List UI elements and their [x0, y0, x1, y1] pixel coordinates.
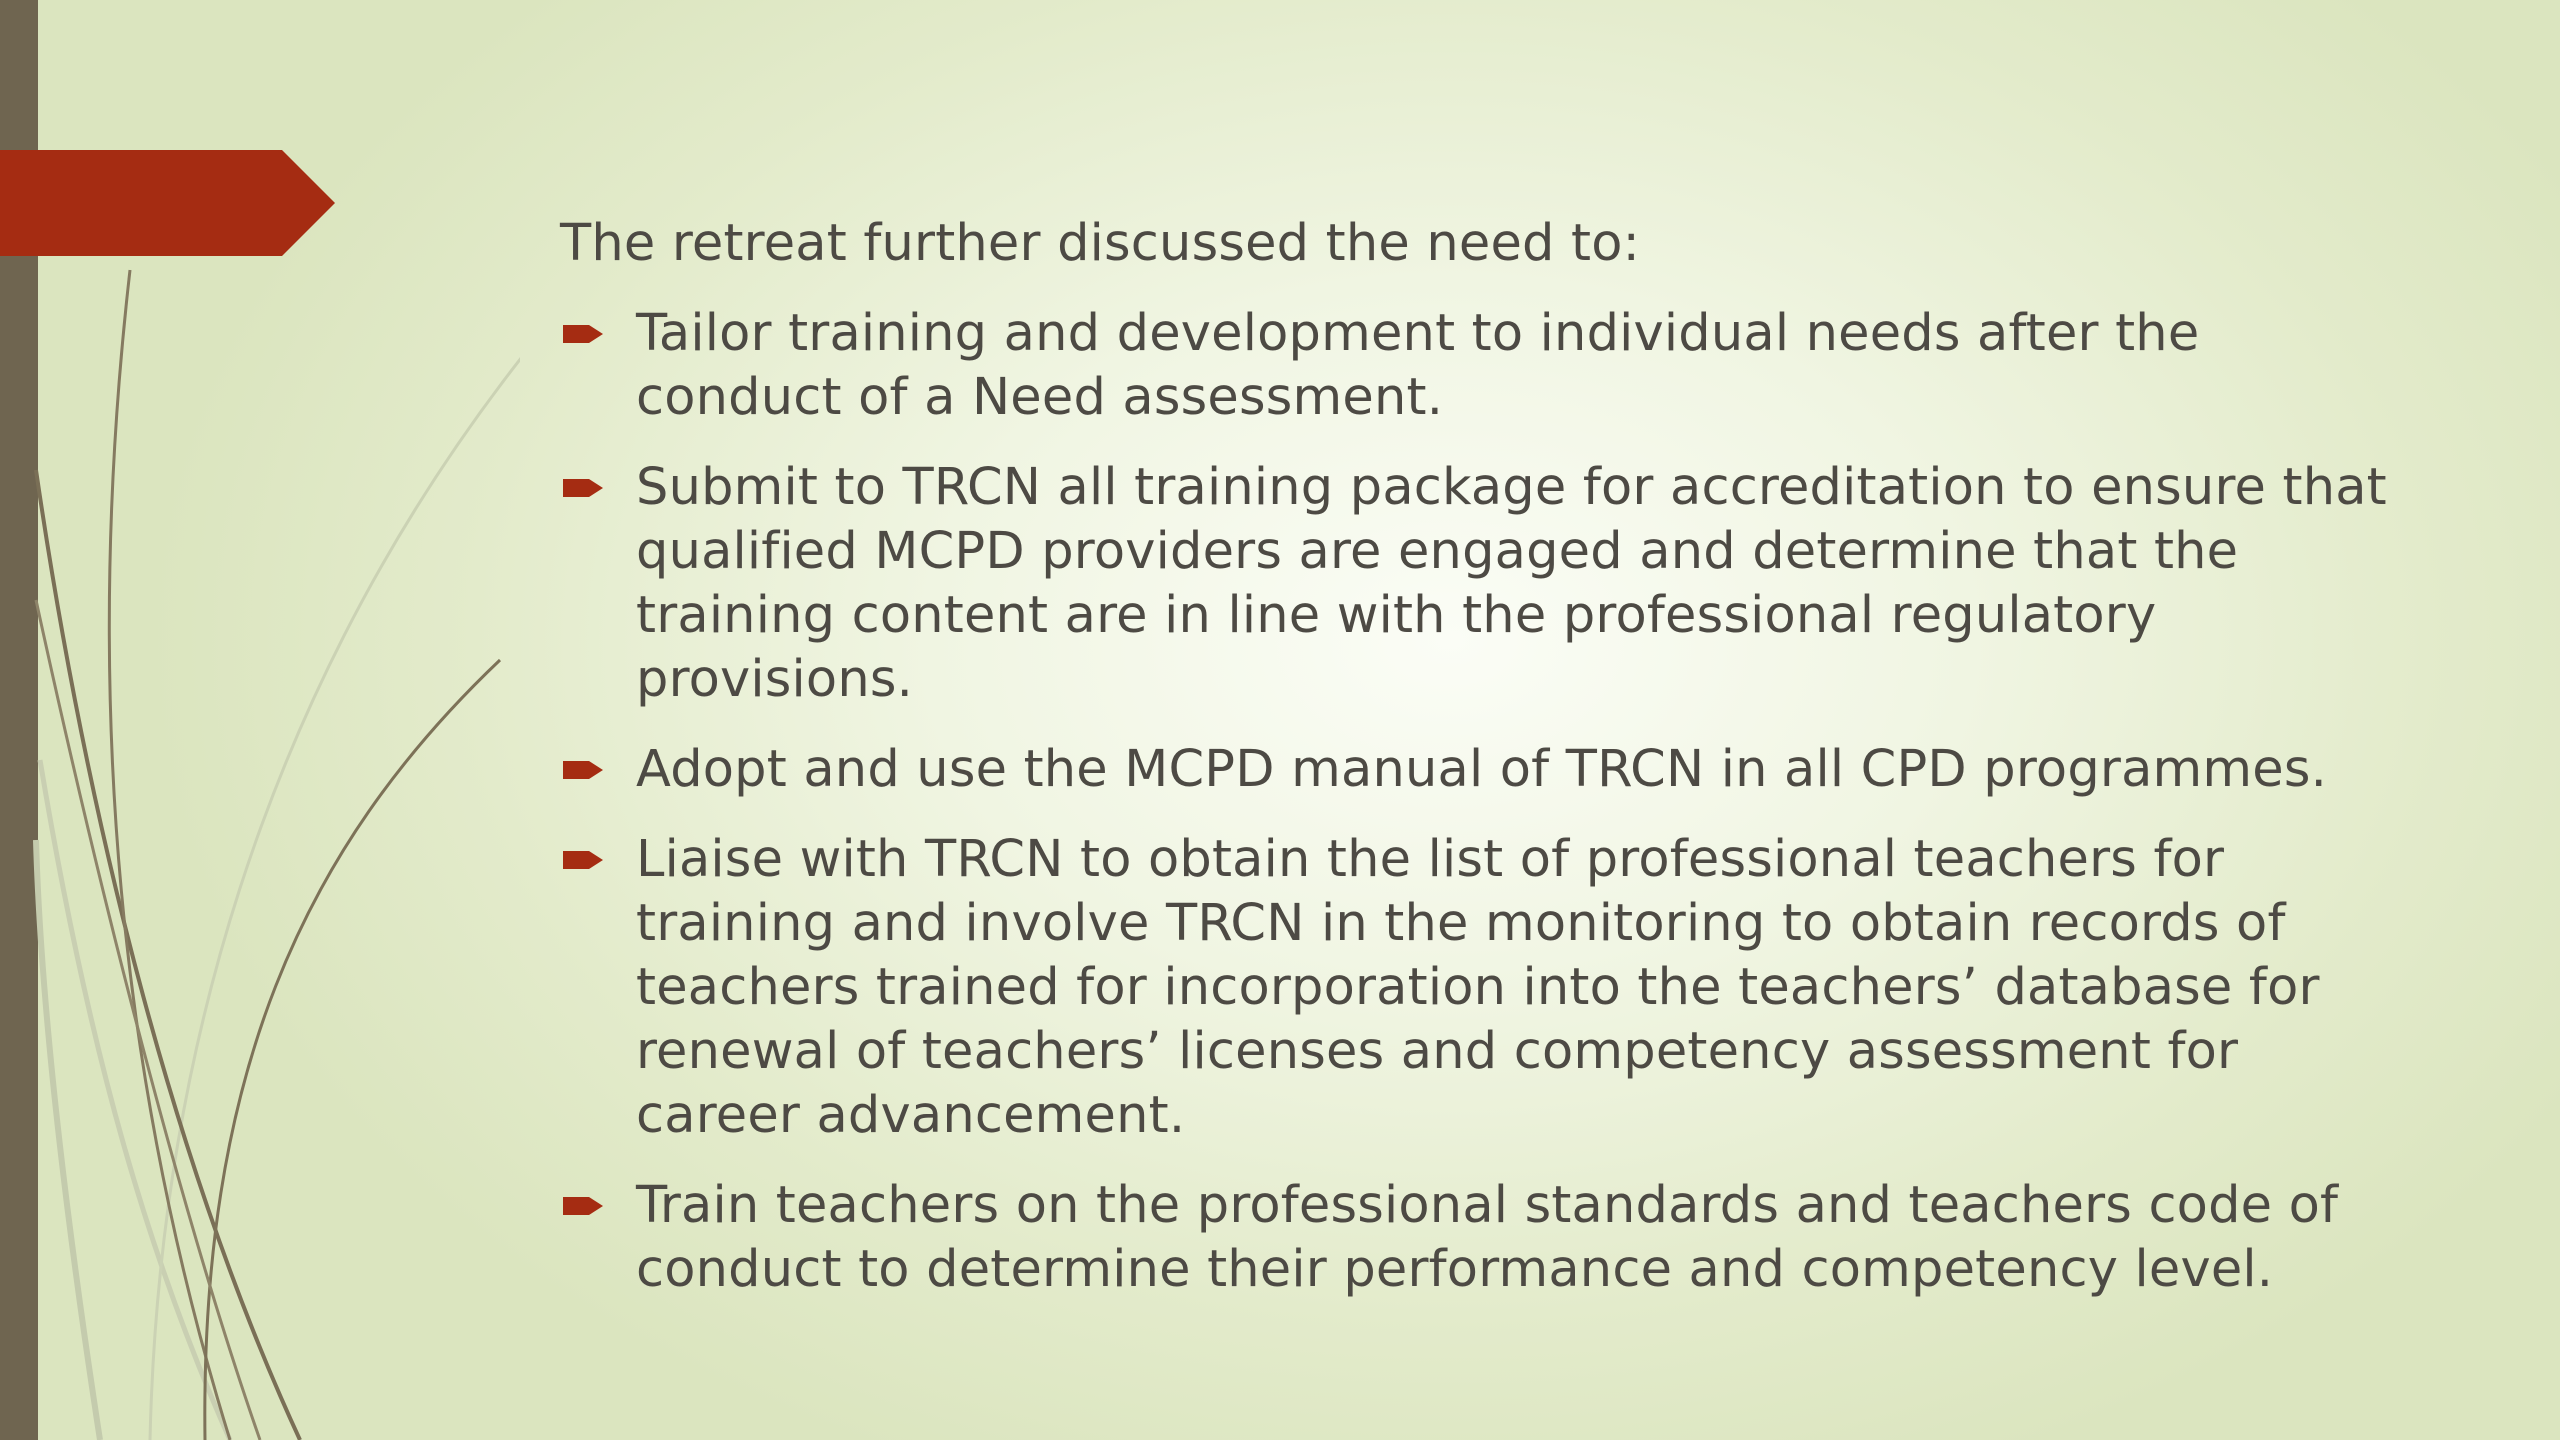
bullet-list: [560, 302, 2400, 1302]
arrow-bullet-icon: [563, 476, 605, 500]
bullet-item: [560, 828, 2400, 1148]
bullet-text: Liaise with TRCN to obtain the list of professional teachers for training and involve TRCN in the monitoring to obtain records of teachers trained for incorporation into the teachers’ database for renewal of teachers’ licenses and competency assessment for career advancement.: [636, 830, 2320, 1145]
bullet-text: Submit to TRCN all training package for accreditation to ensure that qualified MCPD providers are engaged and determine that the training content are in line with the professional regulatory provisions.: [636, 458, 2387, 709]
title-banner-arrow: [0, 150, 335, 256]
arrow-bullet-icon: [563, 1194, 605, 1218]
bullet-item: [560, 456, 2400, 712]
bullet-item: [560, 738, 2400, 802]
arrow-bullet-icon: [563, 322, 605, 346]
bullet-text: Tailor training and development to individual needs after the conduct of a Need assessment.: [636, 304, 2200, 427]
slide-body: [560, 212, 2400, 1328]
arrow-bullet-icon: [563, 848, 605, 872]
bullet-text: Train teachers on the professional standards and teachers code of conduct to determine their performance and competency level.: [636, 1176, 2339, 1299]
intro-text: The retreat further discussed the need to:: [560, 214, 1641, 273]
bullet-item: [560, 1174, 2400, 1302]
bullet-item: [560, 302, 2400, 430]
arrow-bullet-icon: [563, 758, 605, 782]
bullet-text: Adopt and use the MCPD manual of TRCN in all CPD programmes.: [636, 740, 2328, 799]
